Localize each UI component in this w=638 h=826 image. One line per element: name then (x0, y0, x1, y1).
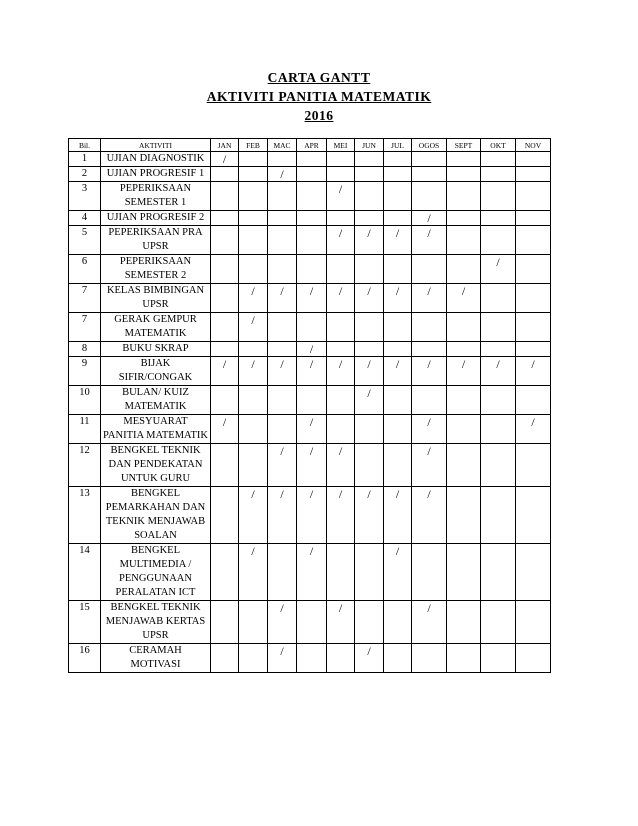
month-cell-ogos: / (412, 601, 447, 644)
row-number: 7 (69, 313, 101, 342)
table-row (69, 601, 551, 644)
month-cell-feb: / (239, 544, 268, 601)
month-cell-feb (239, 386, 268, 415)
header-aktiviti: AKTIVITI (101, 139, 211, 152)
header-month-feb: FEB (239, 139, 268, 152)
month-cell-apr (297, 601, 327, 644)
month-cell-ogos: / (412, 284, 447, 313)
month-cell-apr (297, 313, 327, 342)
month-cell-jun (355, 313, 384, 342)
month-cell-jan (211, 255, 239, 284)
activity-name: BIJAK SIFIR/CONGAK (101, 357, 211, 386)
row-number: 7 (69, 284, 101, 313)
row-number: 4 (69, 211, 101, 226)
row-number: 8 (69, 342, 101, 357)
month-cell-jan: / (211, 152, 239, 167)
month-cell-mei (327, 255, 355, 284)
month-cell-jan (211, 601, 239, 644)
month-cell-jan: / (211, 357, 239, 386)
month-cell-mac (268, 211, 297, 226)
header-month-jan: JAN (211, 139, 239, 152)
month-cell-nov (516, 487, 551, 544)
month-cell-jul (384, 601, 412, 644)
month-cell-okt (481, 386, 516, 415)
month-cell-nov (516, 167, 551, 182)
month-cell-jan (211, 444, 239, 487)
row-number: 11 (69, 415, 101, 444)
document-title (0, 70, 638, 86)
month-cell-jul (384, 167, 412, 182)
month-cell-ogos (412, 182, 447, 211)
month-cell-ogos (412, 313, 447, 342)
activity-name: PEPERIKSAAN PRA UPSR (101, 226, 211, 255)
month-cell-jan (211, 644, 239, 673)
month-cell-okt (481, 284, 516, 313)
row-number: 5 (69, 226, 101, 255)
gantt-table (68, 138, 551, 673)
month-cell-jun (355, 342, 384, 357)
month-cell-apr: / (297, 544, 327, 601)
month-cell-jul (384, 313, 412, 342)
activity-name: UJIAN PROGRESIF 2 (101, 211, 211, 226)
month-cell-mei (327, 644, 355, 673)
month-cell-jun: / (355, 386, 384, 415)
month-cell-jan (211, 226, 239, 255)
activity-name: BULAN/ KUIZ MATEMATIK (101, 386, 211, 415)
table-row (69, 357, 551, 386)
month-cell-jul: / (384, 544, 412, 601)
month-cell-feb (239, 226, 268, 255)
month-cell-ogos: / (412, 357, 447, 386)
month-cell-mei (327, 167, 355, 182)
month-cell-okt: / (481, 255, 516, 284)
month-cell-jan (211, 487, 239, 544)
activity-name: BENGKEL MULTIMEDIA / PENGGUNAAN PERALATAN ICT (101, 544, 211, 601)
month-cell-mac (268, 342, 297, 357)
title-line-2: AKTIVITI PANITIA MATEMATIK (206, 89, 432, 104)
month-cell-nov (516, 644, 551, 673)
month-cell-nov (516, 601, 551, 644)
month-cell-feb (239, 444, 268, 487)
month-cell-jan (211, 544, 239, 601)
month-cell-mei (327, 211, 355, 226)
month-cell-apr (297, 167, 327, 182)
month-cell-jun: / (355, 284, 384, 313)
month-cell-feb (239, 601, 268, 644)
month-cell-okt (481, 415, 516, 444)
header-month-mac: MAC (268, 139, 297, 152)
month-cell-ogos (412, 152, 447, 167)
month-cell-sept (447, 644, 481, 673)
month-cell-sept (447, 487, 481, 544)
month-cell-ogos (412, 644, 447, 673)
document-year (0, 108, 638, 124)
activity-name: PEPERIKSAAN SEMESTER 1 (101, 182, 211, 211)
month-cell-ogos (412, 167, 447, 182)
month-cell-feb (239, 211, 268, 226)
month-cell-jan: / (211, 415, 239, 444)
month-cell-ogos (412, 544, 447, 601)
row-number: 10 (69, 386, 101, 415)
month-cell-okt: / (481, 357, 516, 386)
month-cell-mac: / (268, 167, 297, 182)
month-cell-jun (355, 152, 384, 167)
month-cell-mei (327, 544, 355, 601)
month-cell-okt (481, 444, 516, 487)
month-cell-jun (355, 415, 384, 444)
month-cell-feb (239, 415, 268, 444)
month-cell-jul (384, 415, 412, 444)
month-cell-nov: / (516, 415, 551, 444)
month-cell-mei: / (327, 444, 355, 487)
month-cell-mac: / (268, 644, 297, 673)
row-number: 1 (69, 152, 101, 167)
month-cell-nov (516, 444, 551, 487)
month-cell-sept (447, 444, 481, 487)
month-cell-jul (384, 182, 412, 211)
table-row (69, 544, 551, 601)
month-cell-apr: / (297, 284, 327, 313)
month-cell-mac (268, 415, 297, 444)
month-cell-mei: / (327, 182, 355, 211)
month-cell-ogos: / (412, 415, 447, 444)
month-cell-feb (239, 167, 268, 182)
month-cell-jun (355, 167, 384, 182)
month-cell-feb: / (239, 284, 268, 313)
month-cell-jul: / (384, 487, 412, 544)
month-cell-apr (297, 644, 327, 673)
row-number: 13 (69, 487, 101, 544)
month-cell-apr: / (297, 444, 327, 487)
month-cell-jul (384, 386, 412, 415)
month-cell-mac (268, 313, 297, 342)
month-cell-nov (516, 211, 551, 226)
header-month-apr: APR (297, 139, 327, 152)
month-cell-ogos (412, 342, 447, 357)
month-cell-mei (327, 386, 355, 415)
month-cell-nov (516, 182, 551, 211)
month-cell-okt (481, 182, 516, 211)
month-cell-jul (384, 255, 412, 284)
month-cell-ogos (412, 255, 447, 284)
month-cell-jul (384, 644, 412, 673)
month-cell-jan (211, 313, 239, 342)
row-number: 16 (69, 644, 101, 673)
month-cell-feb: / (239, 357, 268, 386)
month-cell-apr (297, 386, 327, 415)
month-cell-mei: / (327, 601, 355, 644)
month-cell-ogos: / (412, 444, 447, 487)
month-cell-sept: / (447, 284, 481, 313)
table-row (69, 644, 551, 673)
month-cell-mei: / (327, 226, 355, 255)
month-cell-feb: / (239, 487, 268, 544)
month-cell-sept (447, 152, 481, 167)
month-cell-mei (327, 152, 355, 167)
month-cell-mac (268, 182, 297, 211)
month-cell-feb (239, 152, 268, 167)
row-number: 6 (69, 255, 101, 284)
month-cell-nov (516, 342, 551, 357)
month-cell-jun (355, 601, 384, 644)
month-cell-jun (355, 182, 384, 211)
month-cell-okt (481, 167, 516, 182)
activity-name: BENGKEL PEMARKAHAN DAN TEKNIK MENJAWAB SOALAN (101, 487, 211, 544)
month-cell-ogos: / (412, 226, 447, 255)
month-cell-mac: / (268, 357, 297, 386)
month-cell-mac (268, 386, 297, 415)
month-cell-okt (481, 152, 516, 167)
month-cell-jan (211, 284, 239, 313)
month-cell-sept (447, 226, 481, 255)
table-row (69, 444, 551, 487)
month-cell-nov (516, 284, 551, 313)
table-row (69, 182, 551, 211)
title-line-3: 2016 (304, 108, 334, 123)
row-number: 14 (69, 544, 101, 601)
row-number: 2 (69, 167, 101, 182)
month-cell-nov: / (516, 357, 551, 386)
row-number: 12 (69, 444, 101, 487)
month-cell-nov (516, 255, 551, 284)
row-number: 9 (69, 357, 101, 386)
month-cell-sept: / (447, 357, 481, 386)
month-cell-apr: / (297, 487, 327, 544)
document-subtitle (0, 89, 638, 105)
month-cell-mei: / (327, 284, 355, 313)
table-row (69, 342, 551, 357)
activity-name: UJIAN DIAGNOSTIK (101, 152, 211, 167)
month-cell-sept (447, 544, 481, 601)
month-cell-apr (297, 182, 327, 211)
table-row (69, 211, 551, 226)
month-cell-jan (211, 211, 239, 226)
month-cell-jun: / (355, 226, 384, 255)
table-row (69, 415, 551, 444)
month-cell-ogos: / (412, 211, 447, 226)
month-cell-sept (447, 211, 481, 226)
table-row (69, 152, 551, 167)
activity-name: GERAK GEMPUR MATEMATIK (101, 313, 211, 342)
month-cell-okt (481, 544, 516, 601)
table-row (69, 284, 551, 313)
row-number: 15 (69, 601, 101, 644)
activity-name: UJIAN PROGRESIF 1 (101, 167, 211, 182)
header-month-okt: OKT (481, 139, 516, 152)
month-cell-okt (481, 601, 516, 644)
month-cell-sept (447, 167, 481, 182)
month-cell-feb (239, 342, 268, 357)
month-cell-jun (355, 544, 384, 601)
month-cell-mac (268, 544, 297, 601)
header-month-jul: JUL (384, 139, 412, 152)
header-month-ogos: OGOS (412, 139, 447, 152)
month-cell-okt (481, 342, 516, 357)
month-cell-mei (327, 415, 355, 444)
month-cell-nov (516, 226, 551, 255)
month-cell-jun (355, 255, 384, 284)
activity-name: PEPERIKSAAN SEMESTER 2 (101, 255, 211, 284)
month-cell-jul (384, 152, 412, 167)
activity-name: BUKU SKRAP (101, 342, 211, 357)
month-cell-nov (516, 386, 551, 415)
month-cell-mei: / (327, 357, 355, 386)
month-cell-jul (384, 444, 412, 487)
header-bil: Bil. (69, 139, 101, 152)
month-cell-nov (516, 313, 551, 342)
month-cell-feb (239, 255, 268, 284)
month-cell-feb: / (239, 313, 268, 342)
gantt-body (69, 152, 551, 673)
month-cell-mac: / (268, 487, 297, 544)
month-cell-mei (327, 313, 355, 342)
month-cell-mac: / (268, 601, 297, 644)
header-month-nov: NOV (516, 139, 551, 152)
month-cell-okt (481, 644, 516, 673)
month-cell-jul (384, 211, 412, 226)
month-cell-mei (327, 342, 355, 357)
month-cell-jan (211, 342, 239, 357)
month-cell-jan (211, 182, 239, 211)
month-cell-mac (268, 255, 297, 284)
month-cell-apr: / (297, 357, 327, 386)
title-line-1: CARTA GANTT (267, 70, 371, 85)
month-cell-okt (481, 211, 516, 226)
activity-name: KELAS BIMBINGAN UPSR (101, 284, 211, 313)
month-cell-okt (481, 487, 516, 544)
month-cell-apr (297, 211, 327, 226)
month-cell-feb (239, 644, 268, 673)
month-cell-sept (447, 386, 481, 415)
month-cell-jun (355, 211, 384, 226)
month-cell-apr: / (297, 415, 327, 444)
month-cell-sept (447, 601, 481, 644)
table-row (69, 386, 551, 415)
month-cell-ogos (412, 386, 447, 415)
month-cell-okt (481, 226, 516, 255)
month-cell-nov (516, 152, 551, 167)
activity-name: CERAMAH MOTIVASI (101, 644, 211, 673)
month-cell-mac (268, 152, 297, 167)
header-month-jun: JUN (355, 139, 384, 152)
table-row (69, 167, 551, 182)
table-row (69, 313, 551, 342)
activity-name: MESYUARAT PANITIA MATEMATIK (101, 415, 211, 444)
month-cell-mac: / (268, 444, 297, 487)
month-cell-ogos: / (412, 487, 447, 544)
month-cell-apr (297, 255, 327, 284)
month-cell-jul: / (384, 284, 412, 313)
month-cell-jul: / (384, 357, 412, 386)
month-cell-nov (516, 544, 551, 601)
month-cell-okt (481, 313, 516, 342)
month-cell-mac (268, 226, 297, 255)
month-cell-jun: / (355, 644, 384, 673)
month-cell-feb (239, 182, 268, 211)
month-cell-sept (447, 313, 481, 342)
month-cell-sept (447, 415, 481, 444)
activity-name: BENGKEL TEKNIK DAN PENDEKATAN UNTUK GURU (101, 444, 211, 487)
month-cell-jun: / (355, 487, 384, 544)
month-cell-jun: / (355, 357, 384, 386)
month-cell-mei: / (327, 487, 355, 544)
activity-name: BENGKEL TEKNIK MENJAWAB KERTAS UPSR (101, 601, 211, 644)
month-cell-jun (355, 444, 384, 487)
row-number: 3 (69, 182, 101, 211)
month-cell-jan (211, 386, 239, 415)
month-cell-apr (297, 152, 327, 167)
month-cell-jul: / (384, 226, 412, 255)
month-cell-jul (384, 342, 412, 357)
month-cell-sept (447, 182, 481, 211)
month-cell-sept (447, 342, 481, 357)
table-row (69, 255, 551, 284)
month-cell-jan (211, 167, 239, 182)
table-row (69, 226, 551, 255)
table-row (69, 487, 551, 544)
header-month-mei: MEI (327, 139, 355, 152)
header-row (69, 139, 551, 152)
header-month-sept: SEPT (447, 139, 481, 152)
month-cell-apr (297, 226, 327, 255)
month-cell-mac: / (268, 284, 297, 313)
month-cell-apr: / (297, 342, 327, 357)
month-cell-sept (447, 255, 481, 284)
